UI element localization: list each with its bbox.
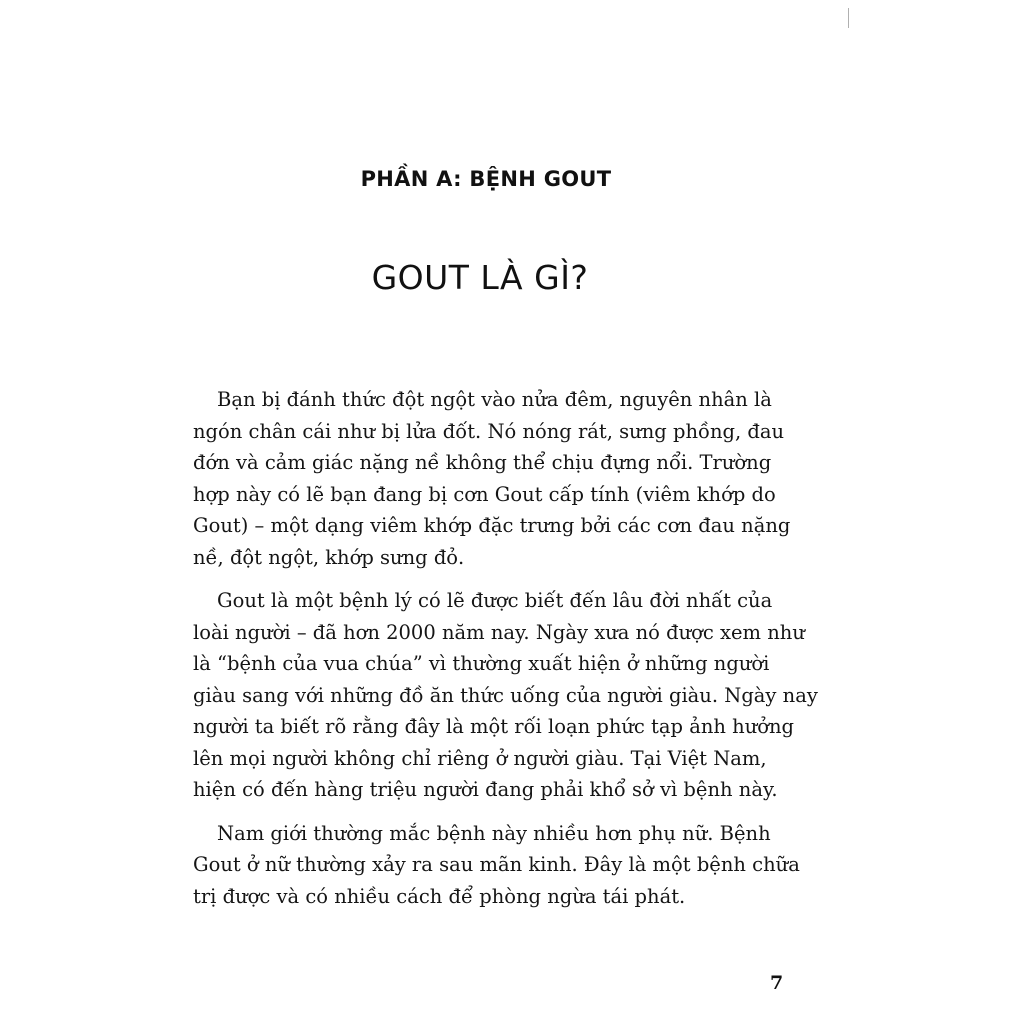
text-line: đớn và cảm giác nặng nề không thể chịu đựng nổi. Trường <box>193 451 772 474</box>
text-line: trị được và có nhiều cách để phòng ngừa tái phát. <box>193 884 686 908</box>
text-line: hiện có đến hàng triệu người đang phải khổ sở vì bệnh này. <box>193 778 778 801</box>
paragraph-2 <box>193 585 818 806</box>
body-text <box>193 384 818 924</box>
paragraph-3 <box>193 818 813 913</box>
part-heading: PHẦN A: BỆNH GOUT <box>360 167 612 191</box>
text-line: người ta biết rõ rằng đây là một rối loạn phức tạp ảnh hưởng <box>193 715 795 738</box>
text-line: Nam giới thường mắc bệnh này nhiều hơn phụ nữ. Bệnh <box>217 821 771 845</box>
text-line: Bạn bị đánh thức đột ngột vào nửa đêm, nguyên nhân là <box>217 388 772 411</box>
text-line: nề, đột ngột, khớp sưng đỏ. <box>193 545 465 569</box>
text-line: là “bệnh của vua chúa” vì thường xuất hiện ở những người <box>193 652 770 675</box>
paragraph-1 <box>193 384 813 573</box>
text-line: lên mọi người không chỉ riêng ở người giàu. Tại Việt Nam, <box>193 746 767 770</box>
text-line: Gout là một bệnh lý có lẽ được biết đến lâu đời nhất của <box>217 589 773 612</box>
text-line: loài người – đã hơn 2000 năm nay. Ngày xưa nó được xem như <box>193 620 805 644</box>
text-line: Gout) – một dạng viêm khớp đặc trưng bởi các cơn đau nặng <box>193 514 791 537</box>
text-line: ngón chân cái như bị lửa đốt. Nó nóng rát, sưng phồng, đau <box>193 419 785 443</box>
text-line: hợp này có lẽ bạn đang bị cơn Gout cấp tính (viêm khớp do <box>193 482 776 506</box>
text-line: giàu sang với những đồ ăn thức uống của người giàu. Ngày nay <box>193 683 818 707</box>
chapter-title: GOUT LÀ GÌ? <box>371 258 589 297</box>
page-edge-mark <box>848 8 849 28</box>
page-number: 7 <box>770 972 784 994</box>
text-line: Gout ở nữ thường xảy ra sau mãn kinh. Đây là một bệnh chữa <box>193 853 800 876</box>
